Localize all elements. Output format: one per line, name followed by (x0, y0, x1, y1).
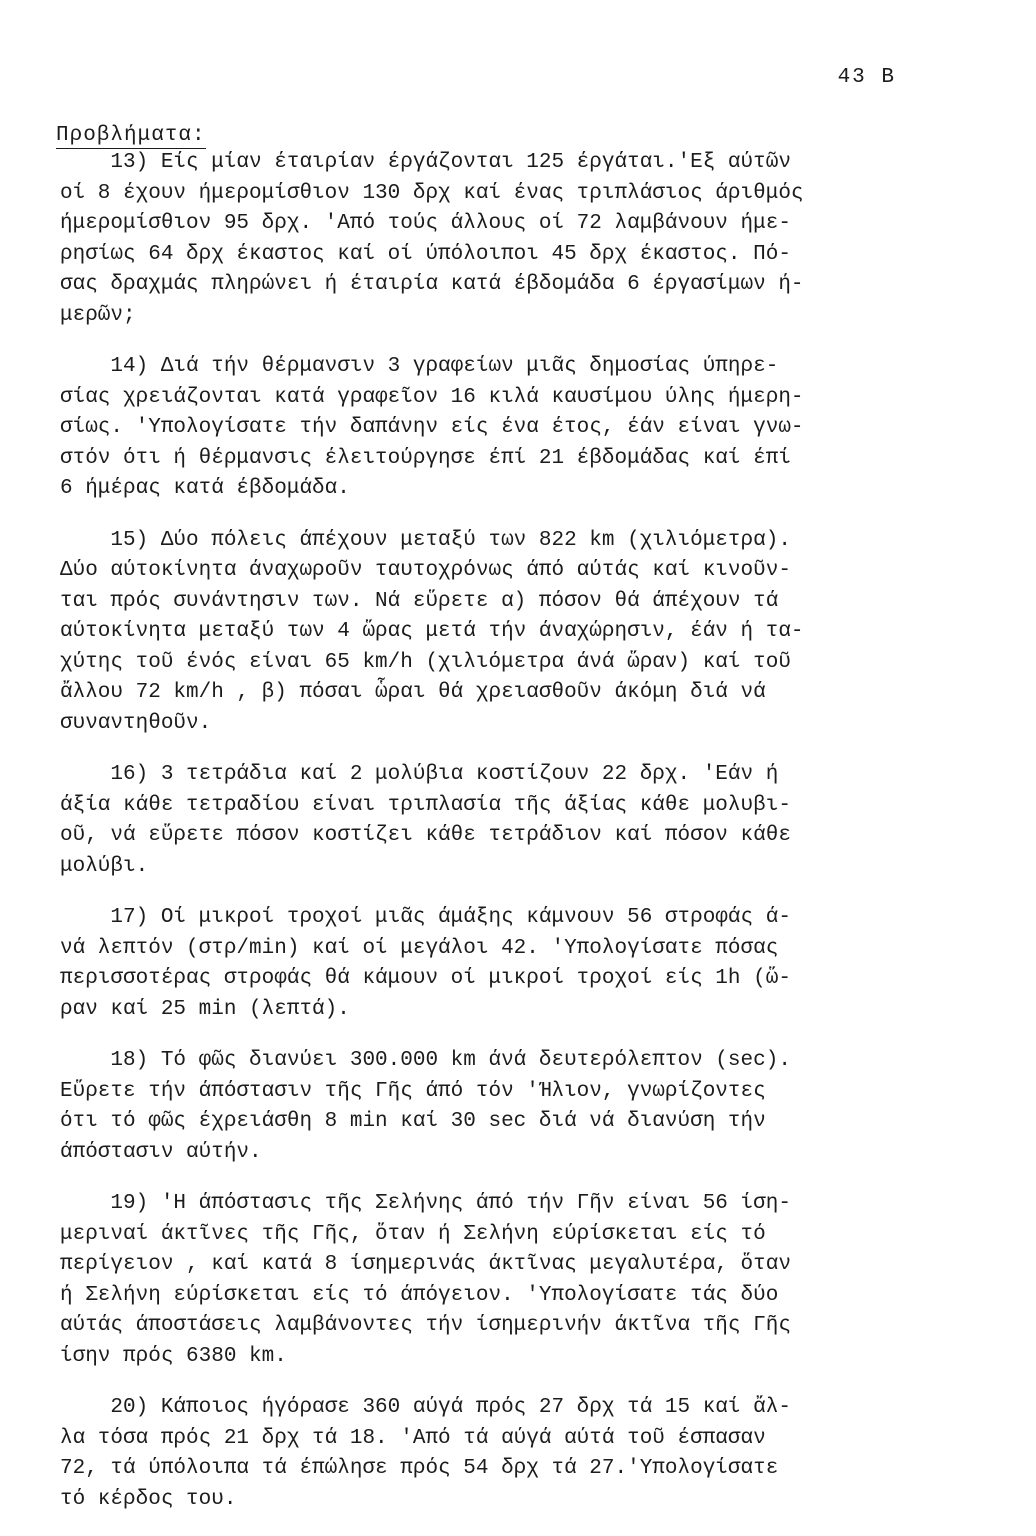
problem-line: οῦ, νά εὕρετε πόσον κοστίζει κάθε τετράδιον καί πόσον κάθε (60, 824, 791, 847)
problem-paragraph (60, 526, 930, 740)
problem-line: 18) Τό φῶς διανύει 300.000 km άνά δευτερόλεπτον (sec). (60, 1049, 791, 1072)
problem-line: 15) Δύο πόλεις άπέχουν μεταξύ των 822 km (χιλιόμετρα). (60, 528, 791, 552)
problem-line: νά λεπτόν (στρ/min) καί οί μεγάλοι 42. 'Υπολογίσατε πόσας (60, 936, 779, 960)
problem-line: ότι τό φῶς έχρειάσθη 8 min καί 30 sec διά νά διανύση τήν (60, 1110, 766, 1133)
problem-paragraph (60, 1393, 930, 1515)
problem-line: άξία κάθε τετραδίου είναι τριπλασία τῆς άξίας κάθε μολυβι- (60, 793, 791, 817)
problem-line: στόν ότι ή θέρμανσις έλειτούργησε έπί 21 έβδομάδας καί έπί (60, 446, 791, 470)
problem-line: συναντηθοῦν. (60, 711, 212, 735)
problem-line: 19) 'Η άπόστασις τῆς Σελήνης άπό τήν Γῆν είναι 56 ίση- (60, 1192, 791, 1215)
problem-line: άπόστασιν αύτήν. (60, 1140, 262, 1164)
problem-line: μολύβι. (60, 854, 149, 878)
problem-line: Εὕρετε τήν άπόστασιν τῆς Γῆς άπό τόν 'Ήλιον, γνωρίζοντες (60, 1079, 766, 1103)
problem-paragraph (60, 352, 930, 505)
problem-line: οί 8 έχουν ήμερομίσθιον 130 δρχ καί ένας τριπλάσιος άριθμός (60, 181, 804, 205)
problem-line: μερῶν; (60, 303, 136, 327)
problem-line: 13) Είς μίαν έταιρίαν έργάζονται 125 έργάται.'Εξ αύτῶν (60, 151, 791, 174)
problem-line: τό κέρδος του. (60, 1487, 237, 1511)
problem-line: σας δραχμάς πληρώνει ή έταιρία κατά έβδομάδα 6 έργασίμων ή- (60, 273, 804, 296)
problem-line: ήμερομίσθιον 95 δρχ. 'Από τούς άλλους οί 72 λαμβάνουν ήμε- (60, 212, 791, 235)
problem-line: λα τόσα πρός 21 δρχ τά 18. 'Από τά αύγά αύτά τοῦ έσπασαν (60, 1426, 766, 1450)
problem-line: ίσην πρός 6380 km. (60, 1344, 287, 1368)
problem-paragraph (60, 1189, 930, 1372)
problem-line: μεριναί άκτῖνες τῆς Γῆς, ὅταν ή Σελήνη εύρίσκεται είς τό (60, 1222, 766, 1246)
page-number: 43 B (837, 66, 896, 89)
problem-line: 72, τά ύπόλοιπα τά έπώλησε πρός 54 δρχ τά 27.'Υπολογίσατε (60, 1457, 779, 1480)
problem-line: 14) Διά τήν θέρμανσιν 3 γραφείων μιᾶς δημοσίας ύπηρε- (60, 355, 779, 378)
problem-line: ραν καί 25 min (λεπτά). (60, 997, 350, 1021)
problem-line: 17) Οί μικροί τροχοί μιᾶς άμάξης κάμνουν 56 στροφάς ά- (60, 906, 791, 929)
problem-paragraph (60, 148, 930, 331)
problem-paragraph (60, 1046, 930, 1168)
problem-line: ἄλλου 72 km/h , β) πόσαι ὧραι θά χρειασθοῦν άκόμη διά νά (60, 681, 766, 704)
problem-line: περισσοτέρας στροφάς θά κάμουν οί μικροί τροχοί είς 1h (ὥ- (60, 967, 791, 990)
problem-line: χύτης τοῦ ένός είναι 65 km/h (χιλιόμετρα άνά ὥραν) καί τοῦ (60, 650, 791, 674)
problem-line: ρησίως 64 δρχ έκαστος καί οί ύπόλοιποι 45 δρχ έκαστος. Πό- (60, 242, 791, 266)
problem-line: σίως. 'Υπολογίσατε τήν δαπάνην είς ένα έτος, έάν είναι γνω- (60, 416, 804, 439)
problem-line: αύτάς άποστάσεις λαμβάνοντες τήν ίσημερινήν άκτῖνα τῆς Γῆς (60, 1314, 791, 1337)
problem-line: σίας χρειάζονται κατά γραφεῖον 16 κιλά καυσίμου ύλης ήμερη- (60, 385, 804, 409)
page-heading: Προβλήματα: (56, 124, 206, 147)
problem-line: 16) 3 τετράδια καί 2 μολύβια κοστίζουν 22 δρχ. 'Εάν ή (60, 763, 779, 786)
problem-line: 6 ήμέρας κατά έβδομάδα. (60, 477, 350, 500)
problem-line: αύτοκίνητα μεταξύ των 4 ὥρας μετά τήν άναχώρησιν, έάν ή τα- (60, 620, 804, 643)
problems-list (60, 148, 930, 1536)
problem-line: ή Σελήνη εύρίσκεται είς τό άπόγειον. 'Υπολογίσατε τάς δύο (60, 1283, 779, 1307)
problem-paragraph (60, 903, 930, 1025)
problem-line: 20) Κάποιος ήγόρασε 360 αύγά πρός 27 δρχ τά 15 καί ἄλ- (60, 1396, 791, 1419)
problem-line: ται πρός συνάντησιν των. Νά εὕρετε α) πόσον θά άπέχουν τά (60, 589, 779, 613)
problem-line: Δύο αύτοκίνητα άναχωροῦν ταυτοχρόνως άπό αύτάς καί κινοῦν- (60, 559, 791, 582)
problem-line: περίγειον , καί κατά 8 ίσημερινάς άκτῖνας μεγαλυτέρα, ὅταν (60, 1253, 791, 1276)
problem-paragraph (60, 760, 930, 882)
